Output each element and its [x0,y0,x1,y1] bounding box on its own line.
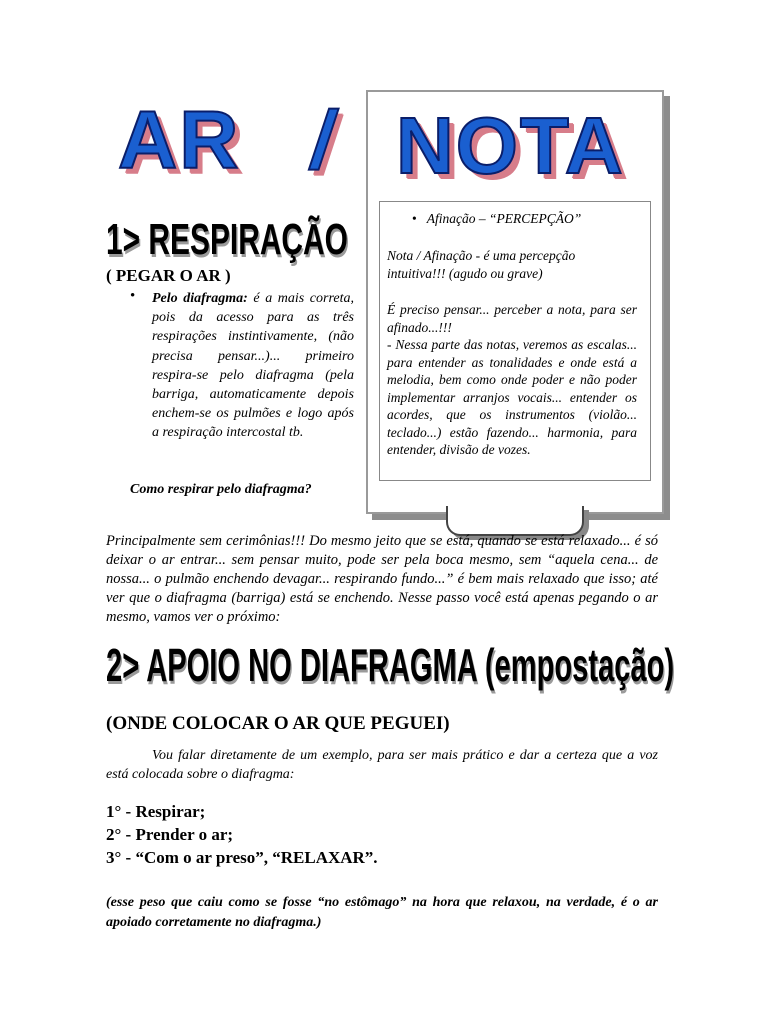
section2-intro: Vou falar diretamente de um exemplo, para ser mais prático e dar a certeza que a voz está colocada sobre o diafragma: [106,748,658,782]
step-3: 3° - “Com o ar preso”, “RELAXAR”. [106,848,378,867]
bullet-icon: • [412,211,417,226]
section1-subheading: ( PEGAR O AR ) [106,266,231,285]
box-paragraph-1: Nota / Afinação - é uma percepção intuitiva!!! (agudo ou grave) [387,248,576,281]
section2-subheading: (ONDE COLOCAR O AR QUE PEGUEI) [106,713,450,734]
title-ar: AR [118,95,241,186]
section1-bullet-dot: • [130,288,136,304]
title-slash: / [305,95,344,186]
section1-heading: 1> RESPIRAÇÃO [106,215,348,264]
section1-bullet: Pelo diafragma: é a mais correta, pois da acesso para as três respirações instintivamente, (não precisa pensar...)... primeiro respira-se pelo diafragma (pela barriga, automaticamente depois enchem-se os pulmões e logo após a respiração intercostal tb. [152,291,355,441]
step-1: 1° - Respirar; [106,802,206,821]
box-paragraph-2: É preciso pensar... perceber a nota, para ser afinado...!!! [387,302,637,335]
box-paragraph-3: - Nessa parte das notas, veremos as escalas... para entender as tonalidades e onde está a melodia, bem como onde poder e não poder implementar arranjos vocais... entender os acordes, que os instrumentos (violão... teclado...) estão fazendo... harmonia, para entender, divisão de vozes. [387,337,637,457]
section2-heading: 2> APOIO NO DIAFRAGMA (empostação) [106,639,675,691]
paragraph-1: Principalmente sem cerimônias!!! Do mesmo jeito que se está, quando se está relaxado... é só deixar o ar entrar... sem pensar muito, pode ser pela boca mesmo, sem “aquela cena... de nossa... o pulmão enchendo devagar... respirando fundo...” é bem mais relaxado que isso; até ver que o diafragma (barriga) está se enchendo. Nesse passo você está apenas pegando o ar mesmo, vamos ver o próximo: [106,533,658,625]
step-2: 2° - Prender o ar; [106,825,234,844]
section1-question: Como respirar pelo diafragma? [130,482,312,497]
section2-note: (esse peso que caiu como se fosse “no estômago” na hora que relaxou, na verdade, é o ar apoiado corretamente no diafragma.) [106,895,658,930]
box-bullet: • Afinação – “PERCEPÇÃO” [412,211,582,226]
title-nota: NOTA [396,101,625,190]
